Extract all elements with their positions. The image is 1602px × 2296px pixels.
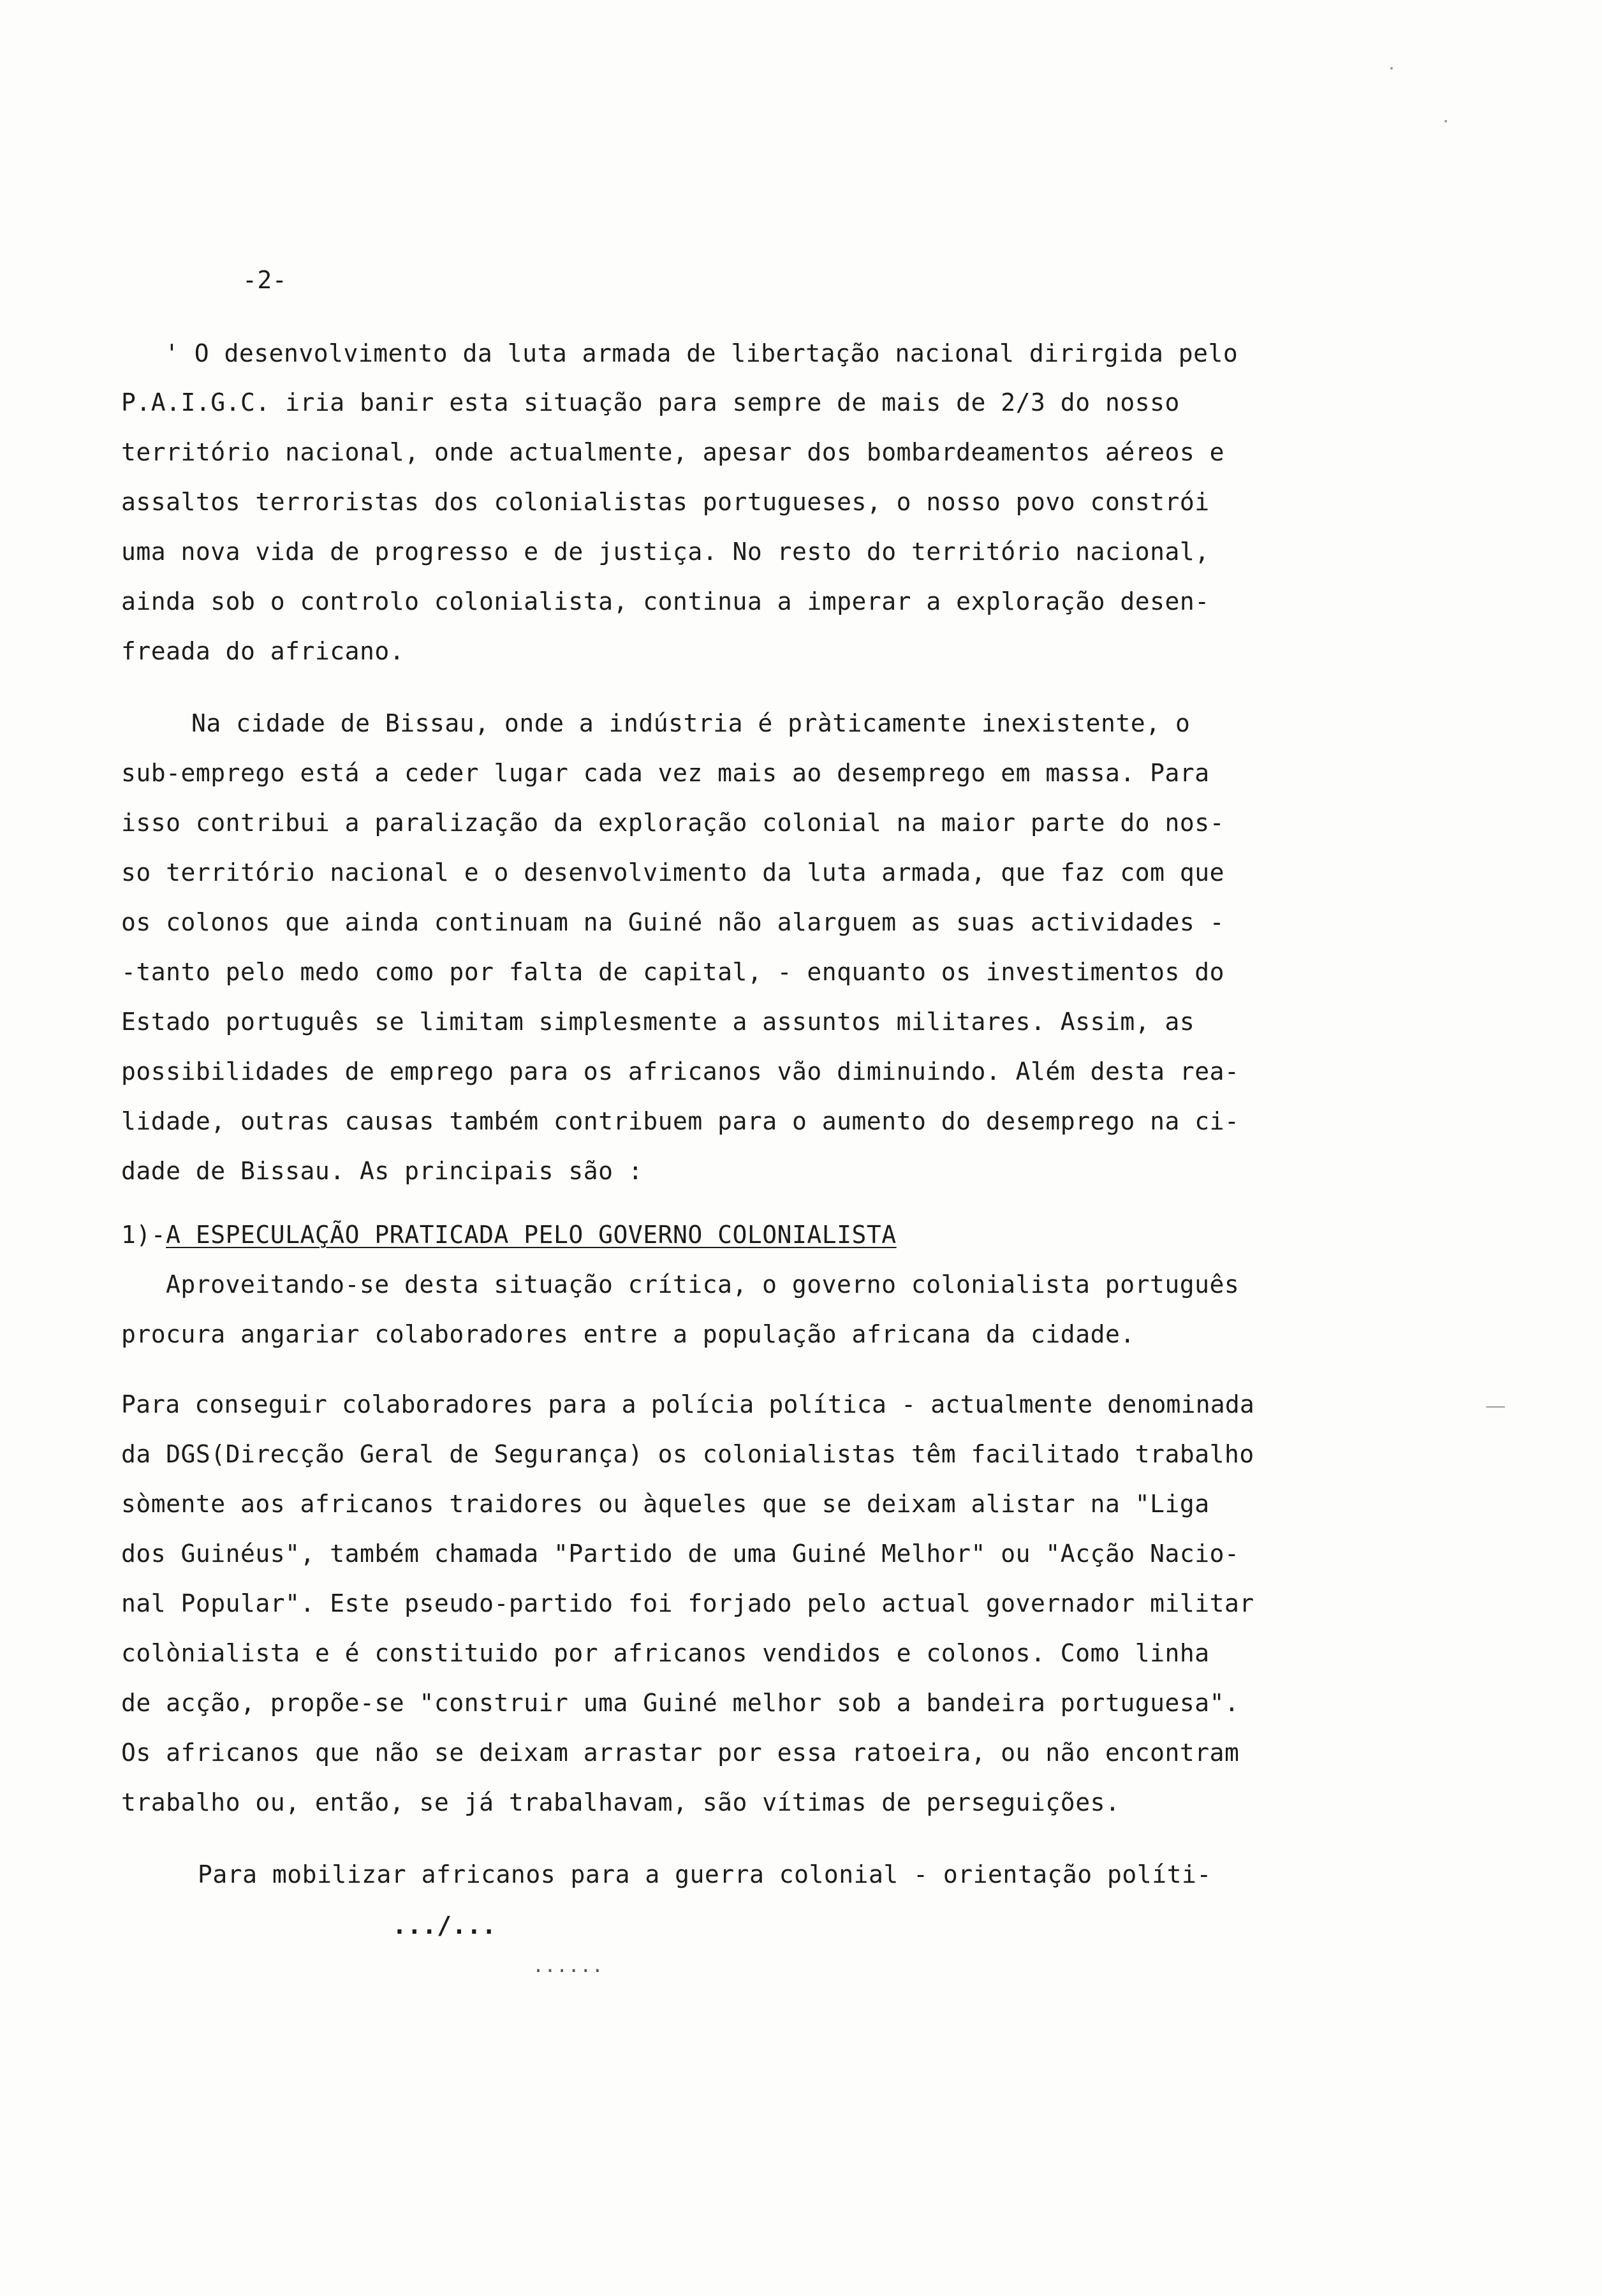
page-number: -2- (242, 266, 288, 294)
text-line: Aproveitando-se desta situação crítica, o governo colonialista português (166, 1270, 1240, 1299)
text-line: sòmente aos africanos traidores ou àqueles que se deixam alistar na "Liga (121, 1490, 1210, 1518)
text-line: procura angariar colaboradores entre a população africana da cidade. (121, 1320, 1135, 1348)
text-line: sub-emprego está a ceder lugar cada vez mais ao desemprego em massa. Para (121, 759, 1210, 787)
text-line: Para mobilizar africanos para a guerra colonial - orientação políti- (198, 1860, 1212, 1888)
text-line: ' O desenvolvimento da luta armada de libertação nacional dirirgida pelo (165, 339, 1238, 367)
text-line: lidade, outras causas também contribuem para o aumento do desemprego na ci- (121, 1107, 1240, 1135)
text-line: isso contribui a paralização da exploração colonial na maior parte do nos- (121, 809, 1224, 837)
text-line: Na cidade de Bissau, onde a indústria é pràticamente inexistente, o (191, 709, 1191, 737)
text-line: uma nova vida de progresso e de justiça. No resto do território nacional, (121, 538, 1210, 566)
scan-speck (1390, 67, 1393, 70)
text-line: so território nacional e o desenvolvimento da luta armada, que faz com que (121, 858, 1224, 887)
text-line: -tanto pelo medo como por falta de capital, - enquanto os investimentos do (121, 958, 1224, 986)
text-line: território nacional, onde actualmente, apesar dos bombardeamentos aéreos e (121, 438, 1224, 466)
text-line: de acção, propõe-se "construir uma Guiné melhor sob a bandeira portuguesa". (121, 1689, 1240, 1717)
text-line: da DGS(Direcção Geral de Segurança) os colonialistas têm facilitado trabalho (121, 1440, 1254, 1468)
text-line: os colonos que ainda continuam na Guiné não alarguem as suas actividades - (121, 908, 1224, 936)
section-heading (121, 1223, 897, 1247)
text-line: dade de Bissau. As principais são : (121, 1157, 643, 1185)
text-line: freada do africano. (121, 637, 405, 665)
text-line: Estado português se limitam simplesmente a assuntos militares. Assim, as (121, 1008, 1195, 1036)
text-line: nal Popular". Este pseudo-partido foi forjado pelo actual governador militar (121, 1589, 1254, 1617)
text-line: possibilidades de emprego para os africanos vão diminuindo. Além desta rea- (121, 1057, 1240, 1085)
text-line: assaltos terroristas dos colonialistas portugueses, o nosso povo constrói (121, 488, 1210, 516)
text-line: Para conseguir colaboradores para a polícia política - actualmente denominada (121, 1390, 1255, 1418)
text-line: ainda sob o controlo colonialista, continua a imperar a exploração desen- (121, 587, 1210, 615)
scan-speck (1486, 1406, 1505, 1408)
trailing-dots: ...... (533, 1955, 604, 1977)
section-title: A ESPECULAÇÃO PRATICADA PELO GOVERNO COLONIALISTA (166, 1221, 897, 1249)
text-line: trabalho ou, então, se já trabalhavam, são vítimas de perseguições. (121, 1788, 1121, 1816)
scan-speck (1444, 120, 1447, 122)
section-number: 1)- (121, 1221, 166, 1249)
text-line: dos Guinéus", também chamada "Partido de uma Guiné Melhor" ou "Acção Nacio- (121, 1540, 1240, 1568)
continuation-mark: .../... (392, 1911, 497, 1939)
text-line: P.A.I.G.C. iria banir esta situação para sempre de mais de 2/3 do nosso (121, 388, 1180, 416)
text-line: Os africanos que não se deixam arrastar por essa ratoeira, ou não encontram (121, 1739, 1240, 1767)
text-line: colònialista e é constituido por africanos vendidos e colonos. Como linha (121, 1639, 1210, 1667)
